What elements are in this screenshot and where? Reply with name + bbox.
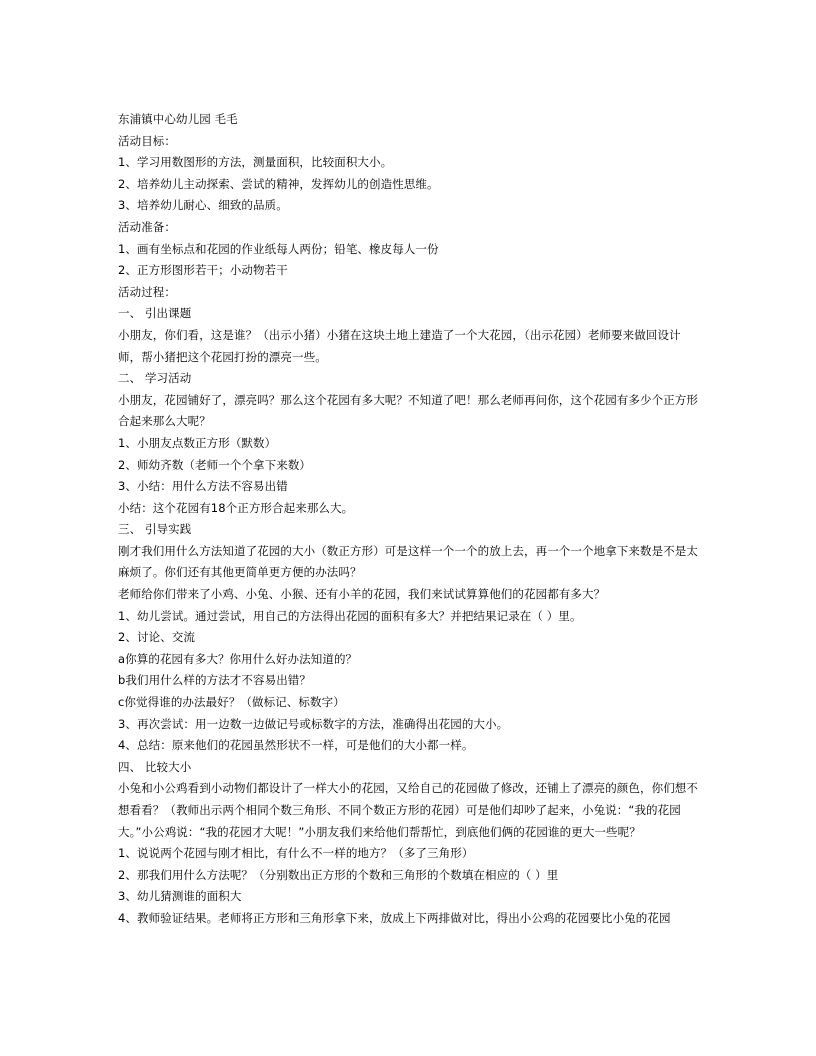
step-heading-1: 一、 引出课题 bbox=[118, 306, 192, 321]
paragraph: 刚才我们用什么方法知道了花园的大小（数正方形）可是这样一个一个的放上去，再一个一个地拿下来数是不是太麻烦了。你们还有其他更简单更方便的办法吗？ bbox=[118, 543, 698, 580]
paragraph: 老师给你们带来了小鸡、小兔、小猴、还有小羊的花园，我们来试试算算他们的花园都有多大？ bbox=[118, 587, 606, 602]
document-body bbox=[118, 109, 700, 930]
list-item: 2、师幼齐数（老师一个个拿下来数） bbox=[118, 457, 312, 472]
list-item: 2、那我们用什么方法呢？（分别数出正方形的个数和三角形的个数填在相应的（ ）里 bbox=[118, 867, 559, 882]
step-heading-4: 四、 比较大小 bbox=[118, 759, 192, 774]
author-line: 东浦镇中心幼儿园 毛毛 bbox=[118, 112, 238, 126]
list-item: 4、教师验证结果。老师将正方形和三角形拿下来，放成上下两排做对比，得出小公鸡的花园要比小兔的花园 bbox=[118, 910, 671, 925]
list-item: 3、小结：用什么方法不容易出错 bbox=[118, 479, 288, 494]
step-heading-2: 二、 学习活动 bbox=[118, 371, 192, 386]
list-item: 2、讨论、交流 bbox=[118, 630, 196, 645]
list-item: 1、幼儿尝试。通过尝试，用自己的方法得出花园的面积有多大？并把结果记录在（ ）里。 bbox=[118, 608, 582, 623]
goal-item-3: 3、培养幼儿耐心、细致的品质。 bbox=[118, 198, 288, 213]
paragraph: 小兔和小公鸡看到小动物们都设计了一样大小的花园，又给自己的花园做了修改，还铺上了漂亮的颜色，你们想不想看看？（教师出示两个相同个数三角形、不同个数正方形的花园）可是他们却吵了起来，小兔说：“我的花园大。”小公鸡说：“我的花园才大呢！”小朋友我们来给他们帮帮忙，到底他们俩的花园谁的更大一些呢？ bbox=[118, 781, 698, 839]
list-item: b我们用什么样的方法才不容易出错？ bbox=[118, 673, 311, 688]
goal-item-1: 1、学习用数图形的方法，测量面积，比较面积大小。 bbox=[118, 155, 393, 170]
list-item: 1、说说两个花园与刚才相比，有什么不一样的地方？（多了三角形） bbox=[118, 846, 474, 861]
goal-item-2: 2、培养幼儿主动探索、尝试的精神，发挥幼儿的创造性思维。 bbox=[118, 176, 439, 191]
section-heading-process: 活动过程： bbox=[118, 284, 176, 299]
list-item: 3、再次尝试：用一边数一边做记号或标数字的方法，准确得出花园的大小。 bbox=[118, 716, 509, 731]
section-heading-preparation: 活动准备： bbox=[118, 219, 176, 234]
step-heading-3: 三、 引导实践 bbox=[118, 522, 192, 537]
paragraph: 小朋友，花园铺好了，漂亮吗？那么这个花园有多大呢？不知道了吧！那么老师再问你，这个花园有多少个正方形合起来那么大呢？ bbox=[118, 392, 698, 429]
summary-line: 小结：这个花园有18个正方形合起来那么大。 bbox=[118, 500, 354, 515]
list-item: 3、幼儿猜测谁的面积大 bbox=[118, 889, 242, 904]
list-item: c你觉得谁的办法最好？（做标记、标数字） bbox=[118, 695, 345, 710]
section-heading-goals: 活动目标： bbox=[118, 133, 176, 148]
list-item: a你算的花园有多大？你用什么好办法知道的？ bbox=[118, 651, 358, 666]
preparation-item-2: 2、正方形图形若干；小动物若干 bbox=[118, 263, 288, 278]
preparation-item-1: 1、画有坐标点和花园的作业纸每人两份；铅笔、橡皮每人一份 bbox=[118, 241, 439, 256]
list-item: 1、小朋友点数正方形（默数） bbox=[118, 435, 277, 450]
paragraph: 小朋友，你们看，这是谁？（出示小猪）小猪在这块土地上建造了一个大花园，（出示花园）老师要来做回设计师，帮小猪把这个花园打扮的漂亮一些。 bbox=[118, 327, 681, 364]
list-item: 4、总结：原来他们的花园虽然形状不一样，可是他们的大小都一样。 bbox=[118, 738, 474, 753]
